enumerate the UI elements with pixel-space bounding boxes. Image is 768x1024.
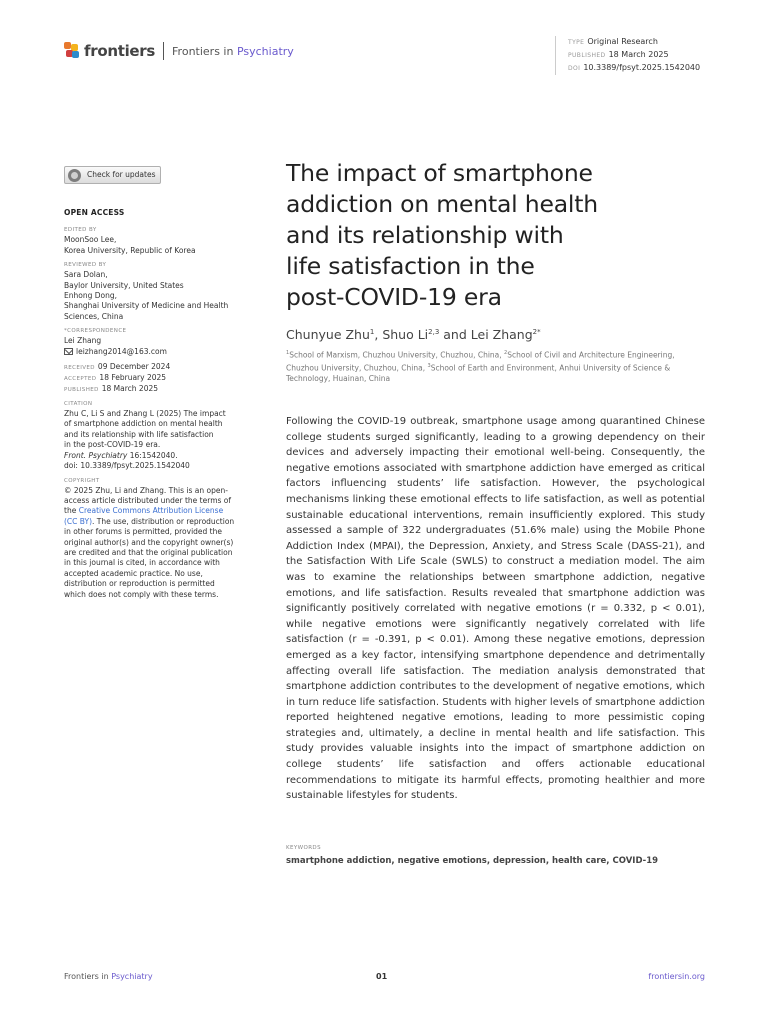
correspondence: *CORRESPONDENCE Lei Zhang leizhang2014@163.com xyxy=(64,328,167,356)
frontiers-logo[interactable] xyxy=(64,42,294,60)
correspondence-email-link[interactable]: leizhang2014@163.com xyxy=(76,346,167,356)
article-published: PUBLISHED 18 March 2025 xyxy=(568,50,669,59)
email-icon xyxy=(64,348,73,355)
page-number: 01 xyxy=(376,972,388,981)
author-name[interactable]: Shuo Li xyxy=(382,327,429,342)
author-name[interactable]: Chunyue Zhu xyxy=(286,327,370,342)
logo-wordmark: frontiers xyxy=(84,42,156,60)
article-sidebar xyxy=(64,166,254,605)
footer-site-link[interactable]: frontiersin.org xyxy=(648,972,705,981)
open-access-label: OPEN ACCESS xyxy=(64,208,125,217)
edited-by: EDITED BY MoonSoo Lee, Korea University, Republic of Korea xyxy=(64,227,196,255)
page-footer xyxy=(64,972,705,986)
article-type: TYPE Original Research xyxy=(568,37,658,46)
citation: CITATION Zhu C, Li S and Zhang L (2025) The impact of smartphone addiction on mental health and its relationship with life satisfaction in the post-COVID-19 era. Front. Psychiatry 16:1542040. doi: 10.3389/fpsyt.2025.1542040 xyxy=(64,400,254,471)
copyright: COPYRIGHT © 2025 Zhu, Li and Zhang. This is an open- access article distributed under the terms of the Creative Commons Attribution License (CC BY). The use, distribution or reproduction in other forums is permitted, provided the original author(s) and the copyright owner(s) are credited and that the original publication in this journal is cited, in accordance with accepted academic practice. No use, distribution or reproduction is permitted which does not comply with these terms. xyxy=(64,477,235,599)
abstract: Following the COVID-19 outbreak, smartphone usage among quarantined Chinese college students surged significantly, leading to a growing dependency on their devices and adversely impacting their emotional well-being. Consequently, the negative emotions associated with smartphone addiction have emerged as critical factors influencing students’ life satisfaction. However, the psychological mechanisms linking these emotional effects to life satisfaction, as well as potential sustainable educational interventions, remain insufficiently explored. This study assessed a sample of 322 undergraduates (51.6% male) using the Mobile Phone Addiction Index (MPAI), the Depression, Anxiety, and Stress Scale (DASS-21), and the Satisfaction With Life Scale (SWLS) to construct a mediation model. The aim was to examine the relationships between smartphone addiction, negative emotions, and life satisfaction. Results revealed that smartphone addiction was significantly positively correlated with negative emotions (r = 0.332, p < 0.01), while negative emotions were significantly negatively correlated with life satisfaction (r = -0.391, p < 0.01). Among these negative emotions, depression emerged as a key factor, intensifying smartphone dependence and detrimentally affecting overall life satisfaction. The mediation analysis demonstrated that smartphone addiction contributes to the development of negative emotions, which in turn reduce life satisfaction. Students with higher levels of smartphone addiction reported heightened negative emotions, leading to more pessimistic coping strategies and, ultimately, a decline in mental health and life satisfaction. This study provides valuable insights into the impact of smartphone addiction on college students’ life satisfaction and offers actionable educational recommendations to mitigate its harmful effects, promoting healthier and more sustainable lifestyles for students. xyxy=(286,416,705,802)
logo-divider xyxy=(163,42,164,60)
journal-name: Frontiers in Psychiatry xyxy=(172,44,294,58)
check-for-updates-button[interactable] xyxy=(64,166,161,184)
footer-journal: Frontiers in Psychiatry xyxy=(64,972,153,981)
article-doi: DOI 10.3389/fpsyt.2025.1542040 xyxy=(568,63,701,72)
reviewed-by: REVIEWED BY Sara Dolan, Baylor University, United States Enhong Dong, Shanghai University of Medicine and Health Sciences, China xyxy=(64,262,229,321)
article-main xyxy=(286,158,705,385)
cc-by-link[interactable]: (CC BY) xyxy=(64,516,93,526)
keywords-section xyxy=(286,845,705,866)
crossmark-icon xyxy=(68,169,81,182)
affiliations: $^1$School of Marxism, Chuzhou University, Chuzhou, China, $^2$School of Civil and Architecture Engineering, Chuzhou University, Chuzhou, China, $^3$School of Earth and Environment, Anhui University of Science & Technology, Huainan, China xyxy=(286,350,675,383)
article-meta xyxy=(555,36,700,75)
keywords-label: KEYWORDS xyxy=(286,845,321,851)
check-for-updates-label: Check for updates xyxy=(87,169,156,179)
keywords-list: smartphone addiction, negative emotions, depression, health care, COVID-19 xyxy=(286,856,659,866)
author-name[interactable]: Lei Zhang xyxy=(470,327,533,342)
article-title: The impact of smartphone addiction on mental health and its relationship with life satisfaction in the post-COVID-19 era xyxy=(286,159,598,311)
page-header xyxy=(0,0,768,100)
citation-doi-link[interactable]: doi: 10.3389/fpsyt.2025.1542040 xyxy=(64,461,190,471)
frontiers-logo-icon xyxy=(64,42,80,60)
author-list: Chunyue Zhu$^1$, Shuo Li$^{2,3}$ and Lei Zhang$^{2*}$ xyxy=(286,327,541,342)
cc-license-link[interactable]: Creative Commons Attribution License xyxy=(78,506,224,516)
article-dates: RECEIVED 09 December 2024 ACCEPTED 18 February 2025 PUBLISHED 18 March 2025 xyxy=(64,362,171,394)
